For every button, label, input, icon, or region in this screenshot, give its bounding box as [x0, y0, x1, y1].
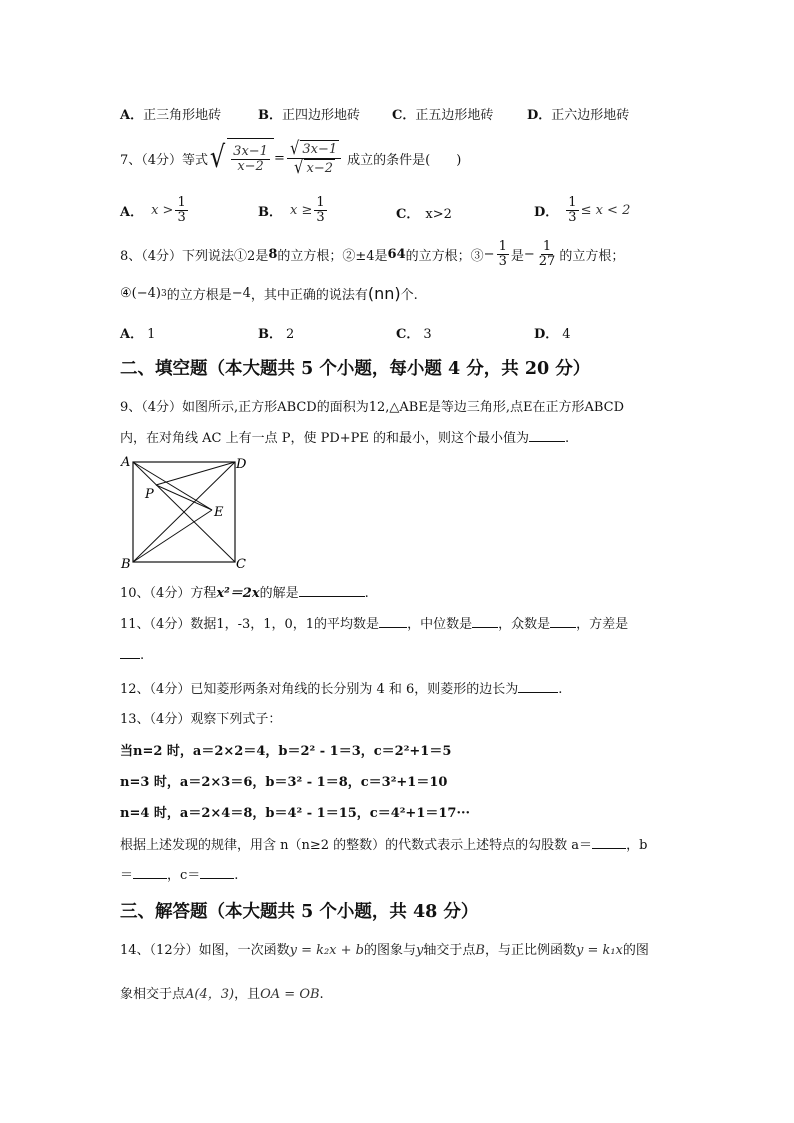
q7-option-a-letter: A．: [120, 204, 144, 220]
q7-option-a: [120, 196, 190, 224]
q9-line-2-text: 内，在对角线 AC 上有一点 P，使 PD+PE 的和最小，则这个最小值为: [120, 431, 530, 446]
q13-line-4: [120, 834, 647, 853]
section-2-title: 二、填空题（本大题共 5 个小题，每小题 4 分，共 20 分）: [120, 359, 591, 379]
q14-formula-6: OA = OB: [260, 987, 320, 1002]
q8-text-l: 个.: [400, 288, 418, 303]
q7-left-den: x−2: [237, 159, 264, 174]
q14-text-f: 象相交于点: [120, 987, 186, 1002]
q8-text-e: 的立方根；③: [405, 248, 484, 264]
q7-stem: [120, 138, 461, 178]
q7-option-b-num: 1: [316, 195, 325, 210]
q7-suffix: 成立的条件是( ): [347, 152, 462, 168]
q10-equation: x²＝2x: [216, 586, 260, 601]
q7-option-d-num: 1: [568, 195, 577, 210]
q11-text-d: ，方差是: [576, 617, 629, 632]
q11-end: .: [140, 648, 145, 663]
q6-option-d-letter: D．: [527, 108, 552, 123]
section-3-title: 三、解答题（本大题共 5 个小题，共 48 分）: [120, 902, 479, 922]
q9-line-2-end: .: [565, 431, 570, 446]
q8-option-a-text: 1: [147, 327, 156, 342]
q8-text-i: −4: [231, 286, 251, 301]
q6-option-c-letter: C．: [392, 108, 416, 123]
q8-option-c-letter: C．: [396, 327, 420, 342]
label-d: D: [236, 457, 247, 472]
q13-line-5-b: ，c＝: [167, 868, 201, 883]
q8-option-c: [396, 323, 432, 342]
q8-text-d: 64: [387, 246, 406, 262]
q6-option-b: [258, 104, 360, 123]
q14-formula-3: B: [475, 943, 485, 958]
q8-option-d-letter: D．: [534, 327, 559, 342]
label-p: P: [145, 487, 154, 502]
q7-option-c: [396, 203, 452, 222]
q7-right-fraction: √ 3x−1 √ x−2: [287, 140, 341, 177]
q7-option-d-rel: ≤ x < 2: [580, 202, 631, 218]
q8-text-j: ，其中正确的说法有: [250, 288, 368, 303]
q7-option-c-text: x>2: [425, 207, 452, 222]
q8-text-k: (nn): [367, 284, 401, 303]
q14-text-b: 的图象与: [364, 943, 417, 958]
q6-option-b-letter: B．: [258, 108, 282, 123]
q7-option-d-den: 3: [568, 209, 577, 225]
q7-option-d: [534, 196, 630, 224]
q11-text-b: ，中位数是: [407, 617, 473, 632]
segment-be: [133, 510, 212, 562]
q13-row-2: n=3 时，a＝2×3＝6，b＝3² - 1＝8，c＝3²+1＝10: [120, 775, 448, 790]
q14-formula-4: y = k₁x: [575, 943, 623, 958]
q9-line-2: [120, 427, 569, 446]
q7-right-num: 3x−1: [300, 140, 339, 158]
q8-option-d: [534, 323, 571, 342]
q8-line-2: [120, 284, 418, 303]
q7-option-c-letter: C．: [396, 207, 420, 222]
q7-option-b-den: 3: [316, 209, 325, 225]
q14-text-a: 14、（12分）如图，一次函数: [120, 943, 290, 958]
q14-text-d: ，与正比例函数: [484, 943, 576, 958]
q7-eq: =: [273, 150, 285, 166]
q12: [120, 678, 562, 697]
q6-option-c: [392, 104, 493, 123]
q8-circle-4: ④: [120, 286, 132, 301]
q12-text: 12、（4分）已知菱形两条对角线的长分别为 4 和 6，则菱形的边长为: [120, 682, 519, 697]
q8-option-d-text: 4: [562, 327, 571, 342]
q11-line-1: [120, 613, 628, 632]
q8-option-b-text: 2: [286, 327, 295, 342]
q8-m2-num: 1: [542, 239, 552, 254]
q6-option-c-text: 正五边形地砖: [415, 108, 494, 123]
q8-m1-num: 1: [498, 239, 507, 254]
q13-line-4-text: 根据上述发现的规律，用含 n（n≥2 的整数）的代数式表示上述特点的勾股数 a＝: [120, 838, 593, 853]
q8-text-a: 8、（4分）下列说法①2是: [120, 248, 269, 264]
q13-row-3: n=4 时，a＝2×4＝8，b＝4² - 1＝15，c＝4²+1＝17···: [120, 806, 471, 821]
q13-line-5-a: ＝: [120, 868, 134, 883]
q8-option-b-letter: B．: [258, 327, 282, 342]
q7-option-a-den: 3: [177, 209, 186, 225]
segment-pe: [156, 485, 212, 510]
label-e: E: [214, 505, 224, 520]
q6-option-a-text: 正三角形地砖: [143, 108, 222, 123]
q8-m2-sign: −: [523, 246, 535, 262]
q13-line-5-end: .: [234, 868, 239, 883]
q14-formula-1: y = k₂x + b: [289, 943, 364, 958]
segment-ae: [133, 462, 212, 510]
q14-text-g: ，且: [234, 987, 261, 1002]
q6-option-d-text: 正六边形地砖: [551, 108, 630, 123]
q7-option-a-num: 1: [177, 195, 186, 210]
q10: [120, 582, 369, 601]
q8-base: (−4): [131, 286, 161, 301]
q8-option-c-text: 3: [423, 327, 432, 342]
q8-m2-den: 27: [538, 253, 556, 269]
q14-text-c: 轴交于点: [423, 943, 476, 958]
q7-left-radical: √ $\frac{3x-1}{x-2}$: [208, 138, 274, 178]
q8-line-1: [120, 240, 624, 268]
q14-text-h: .: [319, 987, 324, 1002]
q8-m1-den: 3: [498, 253, 507, 269]
q6-option-b-text: 正四边形地砖: [282, 108, 361, 123]
q11-text-c: ，众数是: [498, 617, 551, 632]
q7-option-a-rel: x >: [151, 202, 174, 218]
q13-row-1: 当n=2 时，a＝2×2＝4，b＝2² - 1＝3，c＝2²+1＝5: [120, 744, 452, 759]
q8-option-a-letter: A．: [120, 327, 144, 342]
q14-text-e: 的图: [622, 943, 649, 958]
q6-option-a-letter: A．: [120, 108, 144, 123]
q8-exp: 3: [160, 288, 167, 299]
q14-formula-2: y: [416, 943, 424, 958]
q8-text-c: 的立方根；②±4是: [277, 248, 388, 264]
q13-line-5: [120, 864, 238, 883]
q8-m1-sign: −: [483, 246, 495, 262]
q7-right-den: x−2: [304, 159, 335, 177]
q6-option-a: [120, 104, 221, 123]
q7-option-b: [258, 196, 329, 224]
q8-option-a: [120, 323, 155, 342]
q10-prefix: 10、（4分）方程: [120, 586, 217, 601]
q9-line-1: 9、（4分）如图所示,正方形ABCD的面积为12,△ABE是等边三角形,点E在正方形ABCD: [120, 400, 625, 415]
q7-option-b-letter: B．: [258, 204, 282, 220]
q8-text-b: 8: [268, 246, 278, 262]
q7-option-b-rel: x ≥: [290, 202, 313, 218]
q7-option-d-letter: D．: [534, 204, 559, 220]
q13-line-4-end: ，b: [626, 838, 648, 853]
label-a: A: [121, 455, 131, 470]
q6-option-d: [527, 104, 629, 123]
q14-line-1: [120, 939, 649, 958]
q11-text-a: 11、（4分）数据1，-3，1，0，1的平均数是: [120, 617, 380, 632]
q10-end: .: [364, 586, 369, 601]
q7-prefix: 7、（4分）等式: [120, 152, 209, 168]
q14-line-2: [120, 983, 324, 1002]
q8-option-b: [258, 323, 294, 342]
label-b: B: [121, 557, 131, 572]
q12-end: .: [558, 682, 563, 697]
q8-text-g: 的立方根；: [559, 248, 625, 264]
q8-text-h: 的立方根是: [166, 288, 232, 303]
q9-figure: [112, 452, 262, 572]
q13-title: 13、（4分）观察下列式子：: [120, 712, 282, 727]
q11-line-2: [120, 646, 144, 663]
label-c: C: [236, 557, 246, 572]
q8-text-f: 是: [510, 248, 524, 264]
q10-mid: 的解是: [259, 586, 299, 601]
q14-formula-5: A(4，3): [185, 987, 235, 1002]
q7-left-num: 3x−1: [233, 144, 268, 160]
